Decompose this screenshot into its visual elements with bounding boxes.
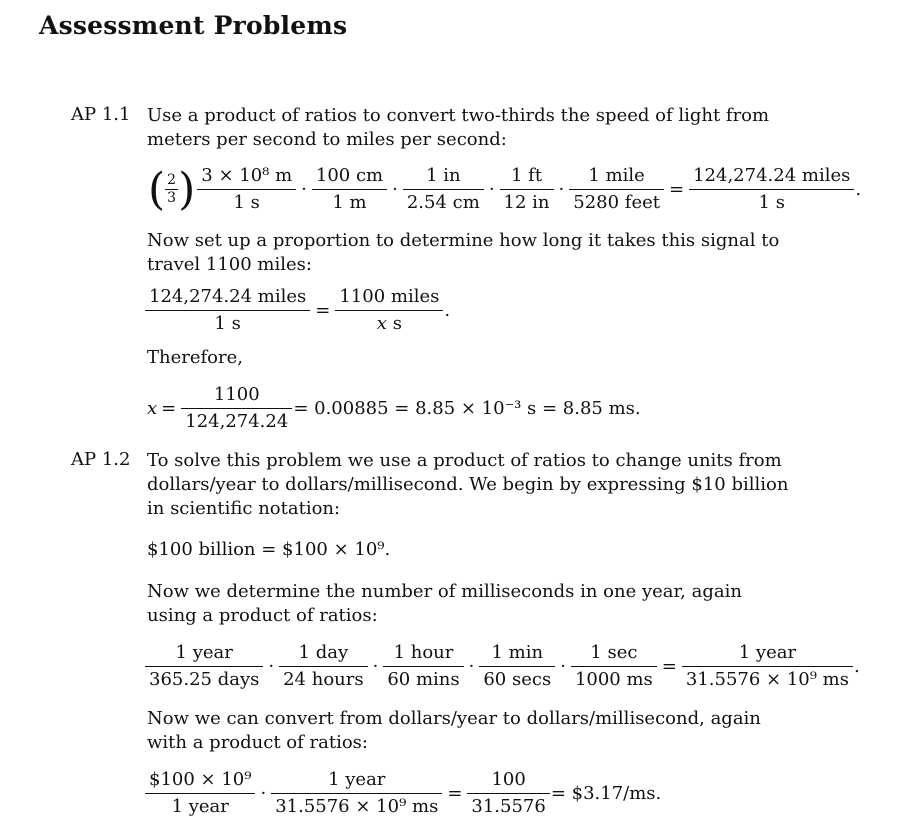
fraction-numerator: 1 min [491,642,544,663]
fraction-denominator: 3 [167,190,177,206]
result-ms-per-year [684,642,851,691]
dot-operator: · [392,179,398,200]
period: . [444,300,451,321]
fraction-numerator: 124,274.24 miles [149,286,307,307]
ratio-cm-per-m [314,165,385,214]
equals-sign: = [661,656,677,677]
ratio-speed [199,165,294,214]
right-paren: ) [178,163,196,215]
fraction-denominator: 5280 feet [569,189,664,214]
fraction-numerator: 1 hour [393,642,454,663]
ratio-year-per-days [147,642,261,691]
ratio-sec-per-ms [573,642,655,691]
equals-sign: = [447,783,463,804]
therefore-text: Therefore, [147,347,243,368]
fraction-denominator: 24 hours [279,666,368,691]
fraction-numerator: 100 [491,769,526,790]
ap11-solution-equation [147,384,641,433]
dot-operator: · [468,656,475,677]
equals-sign: = [315,300,331,321]
result-miles-per-second [691,165,852,214]
left-paren: ( [148,163,166,215]
dot-operator: · [260,783,267,804]
simplified-fraction [469,769,547,818]
fraction-numerator: $100 × 10⁹ [149,769,252,790]
solution-result: = 0.00885 = 8.85 × 10⁻³ s = 8.85 ms. [293,398,641,419]
fraction-numerator: 1 ft [511,165,543,186]
proportion-left [147,286,308,335]
fraction-denominator: 1 m [312,189,387,214]
ratio-ft-per-in [502,165,552,214]
ap11-intro: Use a product of ratios to convert two-thirds the speed of light from meters per second to miles per second: [147,105,770,150]
fraction-numerator: 1 year [328,769,386,790]
ratio-min-per-secs [481,642,553,691]
dot-operator: · [268,656,275,677]
solution-fraction [183,384,290,433]
fraction-denominator: 2.54 cm [403,189,484,214]
fraction-denominator: 365.25 days [145,666,263,691]
dot-operator: · [488,179,495,200]
two-thirds-fraction [166,172,177,207]
ratio-dollars-per-year [147,769,253,818]
fraction-denominator: 1000 ms [571,666,657,691]
fraction-numerator: 100 cm [315,165,384,186]
fraction-numerator: 1 year [175,642,233,663]
ap12-convert-text: Now we can convert from dollars/year to dollars/millisecond, again with a product of ratios: [147,708,761,753]
fraction-denominator: 124,274.24 [181,408,292,433]
equals-sign: = [669,179,685,200]
fraction-denominator: 60 secs [479,666,555,691]
fraction-numerator: 1100 [213,384,260,405]
fraction-denominator: 1 year [145,793,255,818]
ap11-conversion-equation [147,165,861,214]
fraction-denominator: 12 in [500,189,554,214]
final-result: = $3.17/ms. [550,783,662,804]
fraction-numerator: 124,274.24 miles [693,165,851,186]
ap12-final-equation [147,769,661,818]
fraction-numerator: 1 sec [590,642,638,663]
problem-label-ap11: AP 1.1 [71,104,131,125]
dot-operator: · [558,179,565,200]
fraction-denominator: 1 s [689,189,854,214]
fraction-denominator [335,310,443,335]
variable-x: x [147,398,158,419]
ap12-intro: To solve this problem we use a product of ratios to change units from dollars/year to dollars/millisecond. We begin by expressing $10 billion in scientific notation: [147,450,789,519]
fraction-denominator: 31.5576 [467,793,549,818]
fraction-numerator: 1 day [298,642,349,663]
ap12-milliseconds-text: Now we determine the number of milliseconds in one year, again using a product of ratios: [147,581,742,626]
problem-label-ap12: AP 1.2 [71,449,131,470]
page-title: Assessment Problems [39,11,348,40]
fraction-denominator: 1 s [145,310,310,335]
ap12-milliseconds-equation [147,642,860,691]
ratio-mile-per-ft [571,165,662,214]
fraction-numerator: 1 mile [588,165,645,186]
fraction-numerator: 1 year [738,642,797,663]
period: . [855,179,862,200]
ratio-day-per-hours [281,642,366,691]
dot-operator: · [301,179,307,200]
ratio-in-per-cm [405,165,482,214]
ap11-proportion-text: Now set up a proportion to determine how long it takes this signal to travel 1100 miles: [147,230,780,275]
fraction-denominator: 31.5576 × 10⁹ ms [682,666,853,691]
unit-seconds: s [392,313,402,334]
ratio-year-per-ms [273,769,440,818]
dot-operator: · [372,656,379,677]
fraction-numerator: 1100 miles [339,286,440,307]
proportion-right [337,286,441,335]
period: . [853,656,860,677]
fraction-numerator: 1 in [426,165,461,186]
fraction-denominator: 60 mins [383,666,463,691]
equals-sign: = [161,398,177,419]
fraction-numerator: 2 [167,172,177,188]
ap11-proportion-equation [147,286,450,335]
dot-operator: · [560,656,566,677]
fraction-numerator: 3 × 10⁸ m [201,165,293,186]
fraction-denominator: 31.5576 × 10⁹ ms [271,793,442,818]
ap12-scientific-notation: $100 billion = $100 × 10⁹. [147,539,391,560]
ratio-hour-per-mins [385,642,461,691]
variable-x: x [376,313,387,334]
fraction-denominator: 1 s [197,189,296,214]
